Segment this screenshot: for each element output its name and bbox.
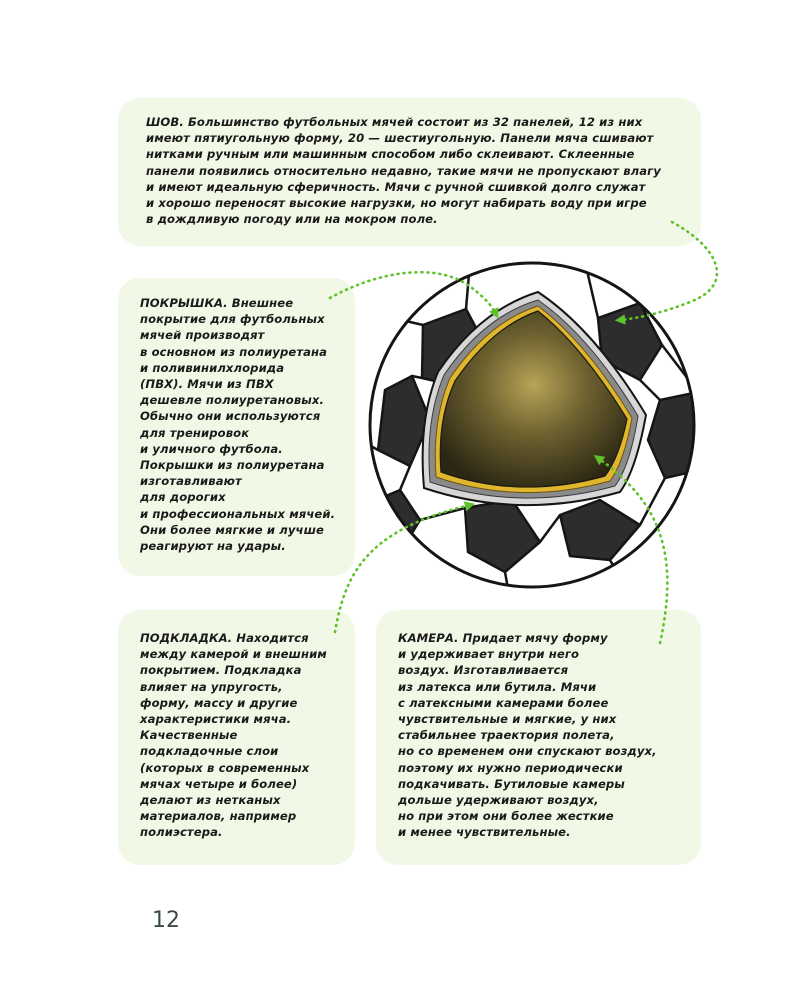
bladder-text: КАМЕРА. Придает мячу форму и удерживает внутри него воздух. Изготавливается из латекса или бутила. Мячи с латексными камерами более чувствительные и мягкие, у них стабильнее траектория полета, но со временем они спускают воздух, поэтому их нужно периодически подкачивать. Бутиловые камеры дольше удерживают воздух, но при этом они более жесткие и менее чувствительные.	[398, 631, 657, 840]
seam-text: ШОВ. Большинство футбольных мячей состоит из 32 панелей, 12 из них имеют пятиугольную форму, 20 — шестиугольную. Панели мяча сшивают нитками ручным или машинным способом либо склеивают. Склеенные панели появились относительно недавно, такие мячи не пропускают влагу и имеют идеальную сферичность. Мячи с ручной сшивкой долго служат и хорошо переносят высокие нагрузки, но могут набирать воду при игре в дождливую погоду или на мокром поле.	[146, 115, 661, 227]
page-number: 12	[152, 908, 180, 933]
cover-text: ПОКРЫШКА. Внешнее покрытие для футбольных мячей производят в основном из полиуретана и поливинилхлорида (ПВХ). Мячи из ПВХ дешевле полиуретановых. Обычно они используются для тренировок и уличного футбола. Покрышки из полиуретана изготавливают для дорогих и профессиональных мячей. Они более мягкие и лучше реагируют на удары.	[140, 296, 336, 554]
lining-text: ПОДКЛАДКА. Находится между камерой и внешним покрытием. Подкладка влияет на упругость, форму, массу и другие характеристики мяча. Качественные подкладочные слои (которых в современных мячах четыре и более) делают из нетканых материалов, например полиэстера.	[140, 631, 327, 840]
soccer-ball-icon	[360, 262, 720, 600]
